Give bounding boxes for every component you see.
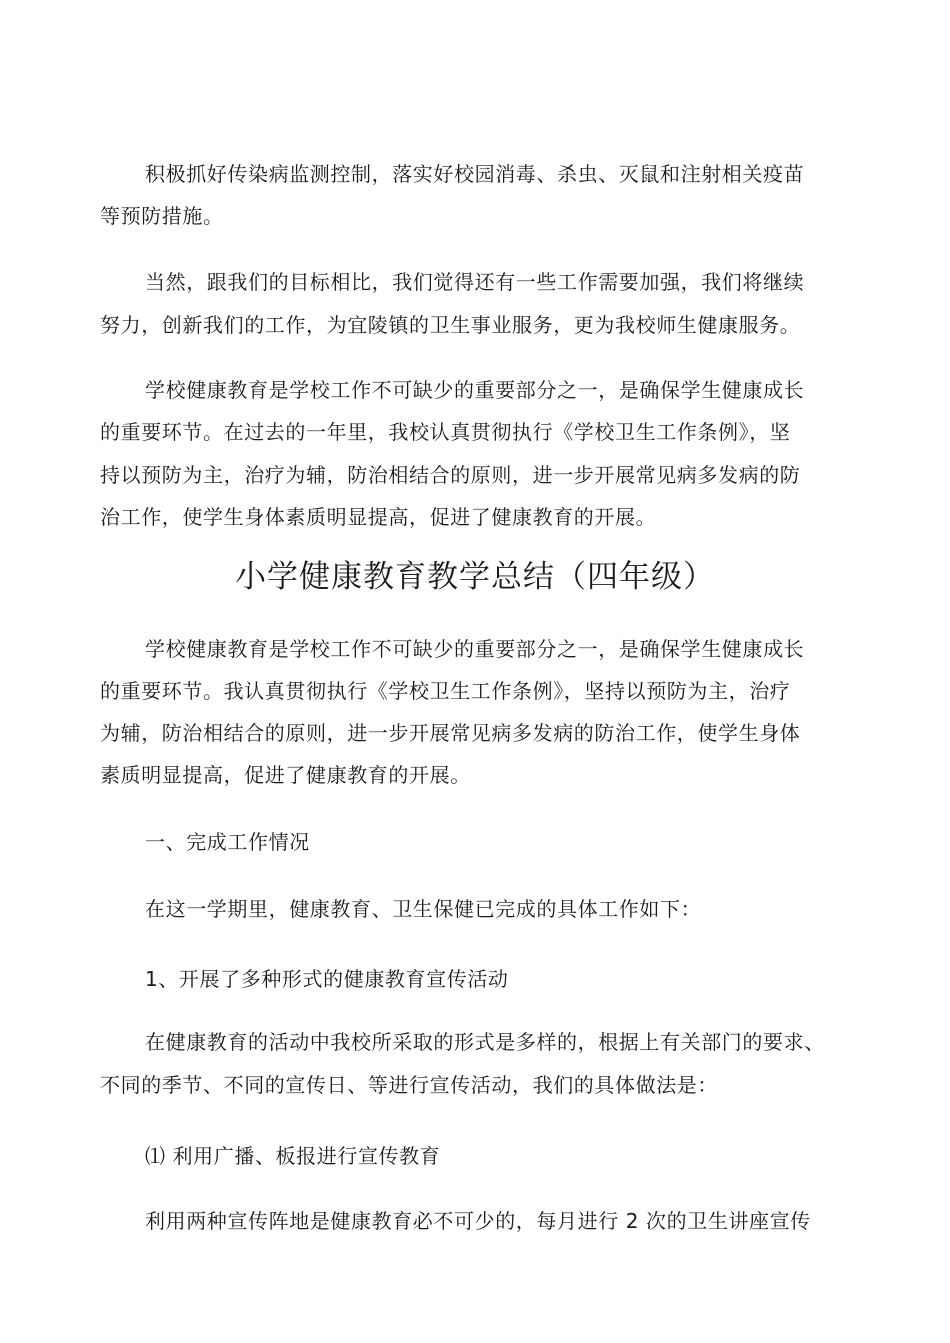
document-title: 小学健康教育教学总结（四年级）: [235, 559, 715, 595]
item-paragraph-line-2: 不同的季节、不同的宣传日、等进行宣传活动，我们的具体做法是：: [100, 1073, 718, 1097]
intro-paragraph-1-line-2: 等预防措施。: [100, 204, 224, 228]
intro-paragraph-3-line-2: 的重要环节。在过去的一年里，我校认真贯彻执行《学校卫生工作条例》，坚: [100, 420, 791, 444]
item-paragraph-line-1: 在健康教育的活动中我校所采取的形式是多样的，根据上有关部门的要求、: [145, 1030, 825, 1054]
intro-paragraph-2-line-2: 努力，创新我们的工作，为宜陵镇的卫生事业服务，更为我校师生健康服务。: [100, 313, 801, 337]
intro-paragraph-2-line-1: 当然，跟我们的目标相比，我们觉得还有一些工作需要加强，我们将继续: [145, 270, 805, 294]
opening-line-4: 素质明显提高，促进了健康教育的开展。: [100, 763, 471, 787]
opening-line-3: 为辅，防治相结合的原则，进一步开展常见病多发病的防治工作，使学生身体: [100, 721, 801, 745]
section-intro: 在这一学期里，健康教育、卫生保健已完成的具体工作如下：: [145, 897, 702, 921]
sub-item-heading: ⑴ 利用广播、板报进行宣传教育: [145, 1144, 441, 1168]
item-heading: 1、开展了多种形式的健康教育宣传活动: [145, 967, 509, 991]
intro-paragraph-3-line-1: 学校健康教育是学校工作不可缺少的重要部分之一，是确保学生健康成长: [145, 378, 805, 402]
intro-paragraph-3-line-3: 持以预防为主，治疗为辅，防治相结合的原则，进一步开展常见病多发病的防: [100, 463, 801, 487]
sub-item-paragraph-line-1: 利用两种宣传阵地是健康教育必不可少的，每月进行 2 次的卫生讲座宣传: [145, 1209, 811, 1233]
section-heading: 一、完成工作情况: [145, 830, 310, 854]
intro-paragraph-3-line-4: 治工作，使学生身体素质明显提高，促进了健康教育的开展。: [100, 505, 657, 529]
opening-line-2: 的重要环节。我认真贯彻执行《学校卫生工作条例》，坚持以预防为主，治疗: [100, 679, 791, 703]
intro-paragraph-1-line-1: 积极抓好传染病监测控制，落实好校园消毒、杀虫、灭鼠和注射相关疫苗: [145, 162, 805, 186]
opening-line-1: 学校健康教育是学校工作不可缺少的重要部分之一，是确保学生健康成长: [145, 637, 805, 661]
